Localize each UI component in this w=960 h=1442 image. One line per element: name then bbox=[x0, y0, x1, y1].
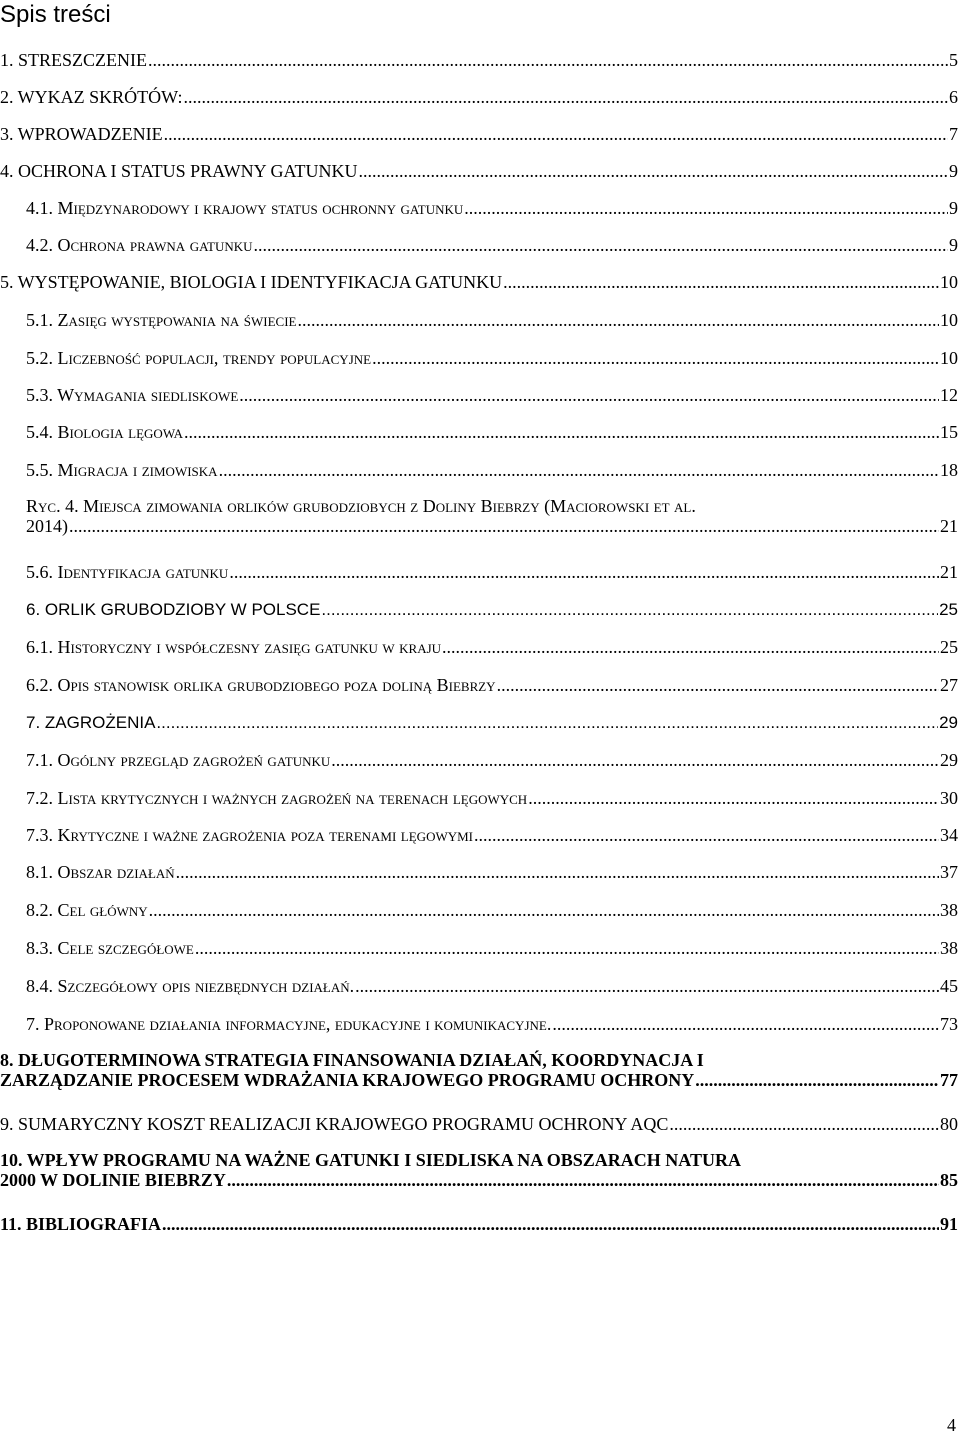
toc-entry-page: 18 bbox=[940, 460, 958, 480]
toc-entry-label: 8.2. Cel główny bbox=[26, 900, 148, 920]
toc-entry-label: 5.2. Liczebność populacji, trendy populacyjne bbox=[26, 348, 372, 368]
toc-entry-page: 9 bbox=[949, 198, 958, 218]
dot-leader bbox=[156, 713, 938, 733]
toc-entry-label: 2014) bbox=[26, 516, 68, 536]
toc-entry[interactable] bbox=[0, 562, 958, 582]
toc-entry[interactable] bbox=[0, 900, 958, 920]
toc-entry-label: 5.3. Wymagania siedliskowe bbox=[26, 385, 239, 405]
toc-entry-page: 29 bbox=[939, 713, 958, 732]
dot-leader bbox=[164, 124, 948, 144]
toc-entry-page: 73 bbox=[940, 1014, 958, 1034]
toc-entry-page: 9 bbox=[949, 161, 958, 181]
dot-leader bbox=[474, 825, 939, 845]
toc-entry-page: 12 bbox=[940, 385, 958, 405]
dot-leader bbox=[176, 862, 939, 882]
toc-entry-label: 7.3. Krytyczne i ważne zagrożenia poza terenami lęgowymi bbox=[26, 825, 474, 845]
toc-entry-label: 6.1. Historyczny i współczesny zasięg gatunku w kraju bbox=[26, 637, 442, 657]
toc-entry[interactable] bbox=[0, 825, 958, 845]
dot-leader bbox=[219, 460, 939, 480]
toc-entry[interactable] bbox=[0, 272, 958, 292]
toc-entry-label: 4.1. Międzynarodowy i krajowy status ochronny gatunku bbox=[26, 198, 464, 218]
toc-entry[interactable] bbox=[0, 713, 958, 733]
toc-entry-label: 5. WYSTĘPOWANIE, BIOLOGIA I IDENTYFIKACJA GATUNKU bbox=[0, 272, 503, 292]
toc-entry-page: 21 bbox=[940, 562, 958, 582]
toc-entry-label: 2000 W DOLINIE BIEBRZY bbox=[0, 1170, 226, 1190]
toc-entry-page: 37 bbox=[940, 862, 958, 882]
dot-leader bbox=[358, 161, 948, 181]
toc-entry-page: 85 bbox=[940, 1170, 958, 1190]
toc-entry-page: 80 bbox=[940, 1114, 958, 1134]
toc-entry-label-line1: 8. DŁUGOTERMINOWA STRATEGIA FINANSOWANIA DZIAŁAŃ, KOORDYNACJA I bbox=[0, 1050, 704, 1070]
toc-entry[interactable] bbox=[0, 1050, 958, 1090]
toc-entry-page: 21 bbox=[940, 516, 958, 536]
toc-entry[interactable] bbox=[0, 161, 958, 181]
toc-entry-label: 3. WPROWADZENIE bbox=[0, 124, 163, 144]
toc-entry[interactable] bbox=[0, 124, 958, 144]
toc-entry-label-line1: Ryc. 4. Miejsca zimowania orlików grubodziobych z Doliny Biebrzy (Maciorowski et al. bbox=[26, 496, 696, 516]
toc-entry[interactable] bbox=[0, 1114, 958, 1134]
toc-entry-label: 5.1. Zasięg występowania na świecie bbox=[26, 310, 297, 330]
toc-entry[interactable] bbox=[0, 496, 958, 536]
dot-leader bbox=[442, 637, 939, 657]
toc-entry-page: 7 bbox=[949, 124, 958, 144]
dot-leader bbox=[464, 198, 948, 218]
toc-entry-label: 4.2. Ochrona prawna gatunku bbox=[26, 235, 253, 255]
toc-entry[interactable] bbox=[0, 235, 958, 255]
toc-entry-page: 45 bbox=[940, 976, 958, 996]
dot-leader bbox=[184, 87, 949, 107]
toc-entry-page: 15 bbox=[940, 422, 958, 442]
toc-entry-label: 5.5. Migracja i zimowiska bbox=[26, 460, 218, 480]
toc-entry[interactable] bbox=[0, 976, 958, 996]
toc-entry-page: 10 bbox=[940, 348, 958, 368]
dot-leader bbox=[497, 675, 939, 695]
dot-leader bbox=[254, 235, 948, 255]
dot-leader bbox=[162, 1214, 939, 1234]
dot-leader bbox=[552, 1014, 939, 1034]
toc-entry[interactable] bbox=[0, 938, 958, 958]
toc-entry-page: 30 bbox=[940, 788, 958, 808]
toc-entry-page: 6 bbox=[949, 87, 958, 107]
toc-entry[interactable] bbox=[0, 87, 958, 107]
toc-entry-page: 91 bbox=[940, 1214, 958, 1234]
toc-entry-label: ZARZĄDZANIE PROCESEM WDRAŻANIA KRAJOWEGO PROGRAMU OCHRONY bbox=[0, 1070, 695, 1090]
toc-entry-label: 11. BIBLIOGRAFIA bbox=[0, 1214, 162, 1234]
toc-entry-label: 7. Proponowane działania informacyjne, edukacyjne i komunikacyjne. bbox=[26, 1014, 552, 1034]
toc-entry[interactable] bbox=[0, 50, 958, 70]
toc-entry-page: 10 bbox=[940, 272, 958, 292]
toc-entry-label: 7. ZAGROŻENIA bbox=[26, 713, 156, 732]
toc-entry-label: 5.4. Biologia lęgowa bbox=[26, 422, 184, 442]
dot-leader bbox=[229, 562, 939, 582]
dot-leader bbox=[355, 976, 939, 996]
dot-leader bbox=[184, 422, 939, 442]
dot-leader bbox=[149, 900, 939, 920]
toc-entry-label: 8.1. Obszar działań bbox=[26, 862, 175, 882]
toc-entry-label-line1: 10. WPŁYW PROGRAMU NA WAŻNE GATUNKI I SIEDLISKA NA OBSZARACH NATURA bbox=[0, 1150, 741, 1170]
toc-entry[interactable] bbox=[0, 637, 958, 657]
page-number: 4 bbox=[947, 1415, 956, 1435]
toc-entry-page: 25 bbox=[939, 600, 958, 619]
dot-leader bbox=[195, 938, 939, 958]
toc-entry[interactable] bbox=[0, 385, 958, 405]
dot-leader bbox=[503, 272, 939, 292]
toc-entry-page: 38 bbox=[940, 938, 958, 958]
toc-entry[interactable] bbox=[0, 348, 958, 368]
toc-entry[interactable] bbox=[0, 198, 958, 218]
toc-entry[interactable] bbox=[0, 862, 958, 882]
toc-entry[interactable] bbox=[0, 788, 958, 808]
toc-entry[interactable] bbox=[0, 1150, 958, 1190]
dot-leader bbox=[372, 348, 939, 368]
toc-entry-label: 1. STRESZCZENIE bbox=[0, 50, 147, 70]
toc-entry[interactable] bbox=[0, 750, 958, 770]
toc-entry[interactable] bbox=[0, 422, 958, 442]
toc-entry-page: 10 bbox=[940, 310, 958, 330]
toc-entry-label: 6. ORLIK GRUBODZIOBY W POLSCE bbox=[26, 600, 321, 619]
dot-leader bbox=[227, 1170, 939, 1190]
toc-entry-label: 9. SUMARYCZNY KOSZT REALIZACJI KRAJOWEGO PROGRAMU OCHRONY AQC bbox=[0, 1114, 669, 1134]
dot-leader bbox=[321, 600, 938, 620]
toc-entry-label: 7.1. Ogólny przegląd zagrożeń gatunku bbox=[26, 750, 331, 770]
dot-leader bbox=[297, 310, 939, 330]
page-title: Spis treści bbox=[0, 1, 111, 28]
toc-entry[interactable] bbox=[0, 460, 958, 480]
toc-entry-label: 7.2. Lista krytycznych i ważnych zagrożeń na terenach lęgowych bbox=[26, 788, 528, 808]
toc-entry[interactable] bbox=[0, 1214, 958, 1234]
toc-entry[interactable] bbox=[0, 600, 958, 620]
toc-entry-label: 6.2. Opis stanowisk orlika grubodziobego poza doliną Biebrzy bbox=[26, 675, 496, 695]
dot-leader bbox=[695, 1070, 939, 1090]
toc-entry-page: 25 bbox=[940, 637, 958, 657]
toc-entry-label: 8.3. Cele szczegółowe bbox=[26, 938, 194, 958]
toc-entry-label: 2. WYKAZ SKRÓTÓW: bbox=[0, 87, 183, 107]
toc-entry[interactable] bbox=[0, 310, 958, 330]
dot-leader bbox=[239, 385, 939, 405]
toc-entry-page: 29 bbox=[940, 750, 958, 770]
toc-entry-label: 5.6. Identyfikacja gatunku bbox=[26, 562, 229, 582]
dot-leader bbox=[669, 1114, 939, 1134]
toc-entry-page: 27 bbox=[940, 675, 958, 695]
toc-entry-label: 4. OCHRONA I STATUS PRAWNY GATUNKU bbox=[0, 161, 358, 181]
toc-entry[interactable] bbox=[0, 1014, 958, 1034]
toc-entry-page: 77 bbox=[940, 1070, 958, 1090]
dot-leader bbox=[331, 750, 939, 770]
toc-entry[interactable] bbox=[0, 675, 958, 695]
toc-entry-page: 38 bbox=[940, 900, 958, 920]
toc-entry-page: 5 bbox=[949, 50, 958, 70]
dot-leader bbox=[148, 50, 948, 70]
dot-leader bbox=[528, 788, 939, 808]
dot-leader bbox=[69, 516, 939, 536]
toc-entry-page: 34 bbox=[940, 825, 958, 845]
toc-entry-label: 8.4. Szczegółowy opis niezbędnych działań. bbox=[26, 976, 355, 996]
toc-entry-page: 9 bbox=[949, 235, 958, 255]
